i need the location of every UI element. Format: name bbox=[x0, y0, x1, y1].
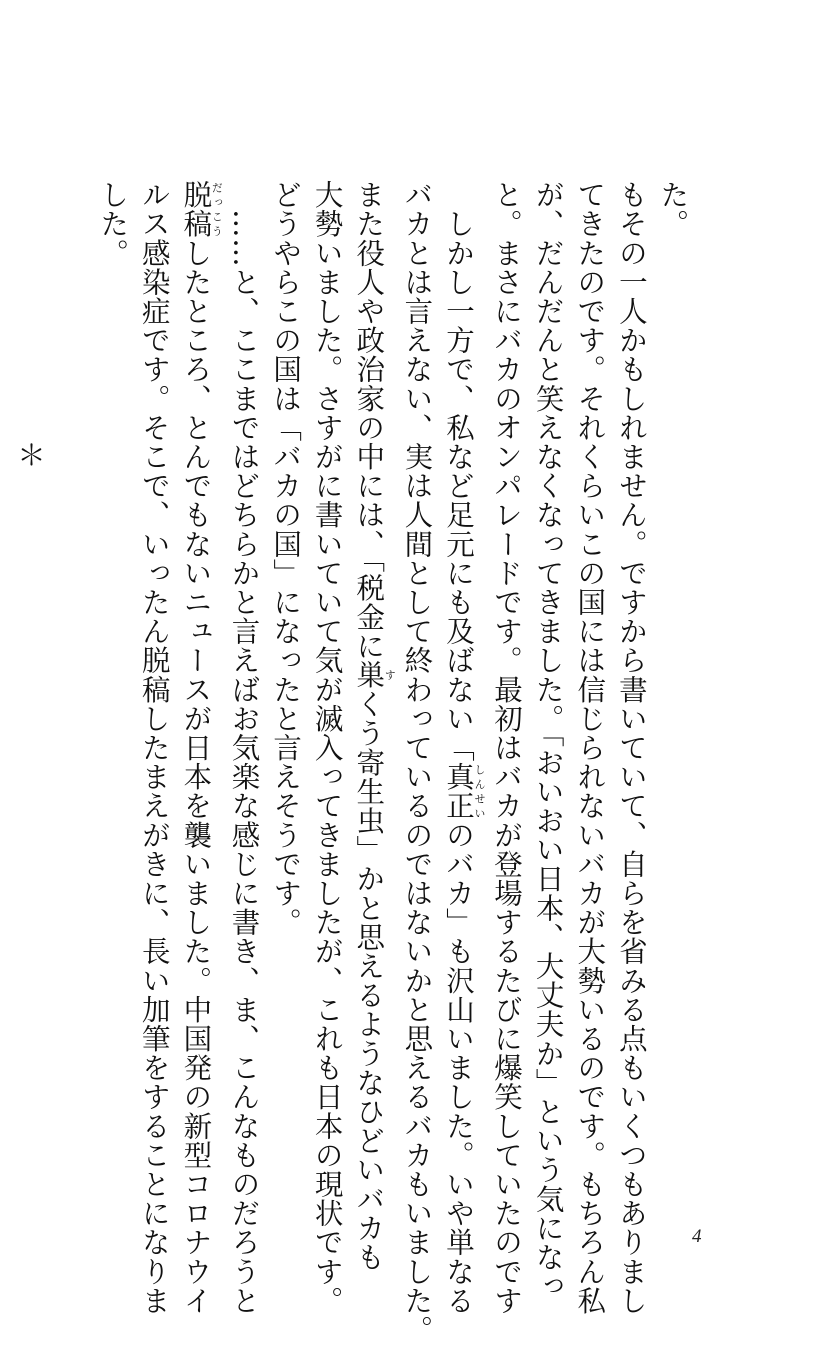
text-line: た。 bbox=[656, 180, 690, 239]
ruby-reading: だっこう bbox=[210, 180, 224, 239]
text-line: が、だんだんと笑えなくなってきました。「おいおい日本、大丈夫か」という気になっ bbox=[531, 180, 565, 1301]
blank-line bbox=[693, 180, 735, 1220]
ruby-reading: しんせい bbox=[472, 762, 486, 821]
ruby-annotation bbox=[441, 762, 486, 821]
text-line: バカとは言えない、実は人間として終わっているのではないかと思えるバカもいました。 bbox=[400, 180, 434, 1344]
ruby-annotation bbox=[179, 180, 224, 239]
text-segment: くう寄生虫」かと思えるようなひどいバカも bbox=[352, 689, 386, 1272]
ruby-reading: す bbox=[383, 660, 397, 690]
page-number: 4 bbox=[692, 1226, 702, 1247]
text-line: ……と、ここまではどちらかと言えばお気楽な感じに書き、ま、こんなものだろうと bbox=[227, 180, 261, 1315]
text-line bbox=[175, 180, 224, 1315]
text-line: もその一人かもしれません。ですから書いていて、自らを省みる点もいくつもありまし bbox=[614, 180, 648, 1315]
text-line bbox=[437, 180, 486, 1315]
text-line: ルス感染症です。そこで、いったん脱稿したまえがきに、長い加筆をすることになりま bbox=[137, 180, 171, 1315]
body-text bbox=[8, 180, 735, 1344]
text-line bbox=[348, 180, 397, 1272]
asterisk: ＊ bbox=[13, 440, 46, 470]
text-segment: また役人や政治家の中には、「税金に bbox=[352, 180, 386, 661]
blank-line bbox=[50, 180, 92, 1220]
text-segment: しかし一方で、私など足元にも及ばない「 bbox=[441, 180, 475, 762]
ruby-base: 真正 bbox=[441, 762, 475, 821]
text-segment: のバカ」も沢山いました。いや単なる bbox=[441, 820, 475, 1315]
text-line: と。まさにバカのオンパレードです。最初はバカが登場するたびに爆笑していたのです bbox=[490, 180, 524, 1315]
ruby-base: 巣 bbox=[352, 660, 386, 690]
text-line: どうやらこの国は「バカの国」になったと言えそうです。 bbox=[269, 180, 303, 937]
ruby-base: 脱稿 bbox=[179, 180, 213, 239]
section-separator-asterisk bbox=[8, 180, 50, 1220]
text-line: てきたのです。それくらいこの国には信じられないバカが大勢いるのです。もちろん私 bbox=[573, 180, 607, 1315]
text-line: 大勢いました。さすがに書いていて気が滅入ってきましたが、これも日本の現状です。 bbox=[310, 180, 344, 1315]
ruby-annotation bbox=[352, 660, 397, 690]
text-segment: したところ、とんでもないニュースが日本を襲いました。中国発の新型コロナウイ bbox=[179, 238, 213, 1315]
text-line: した。 bbox=[96, 180, 130, 268]
